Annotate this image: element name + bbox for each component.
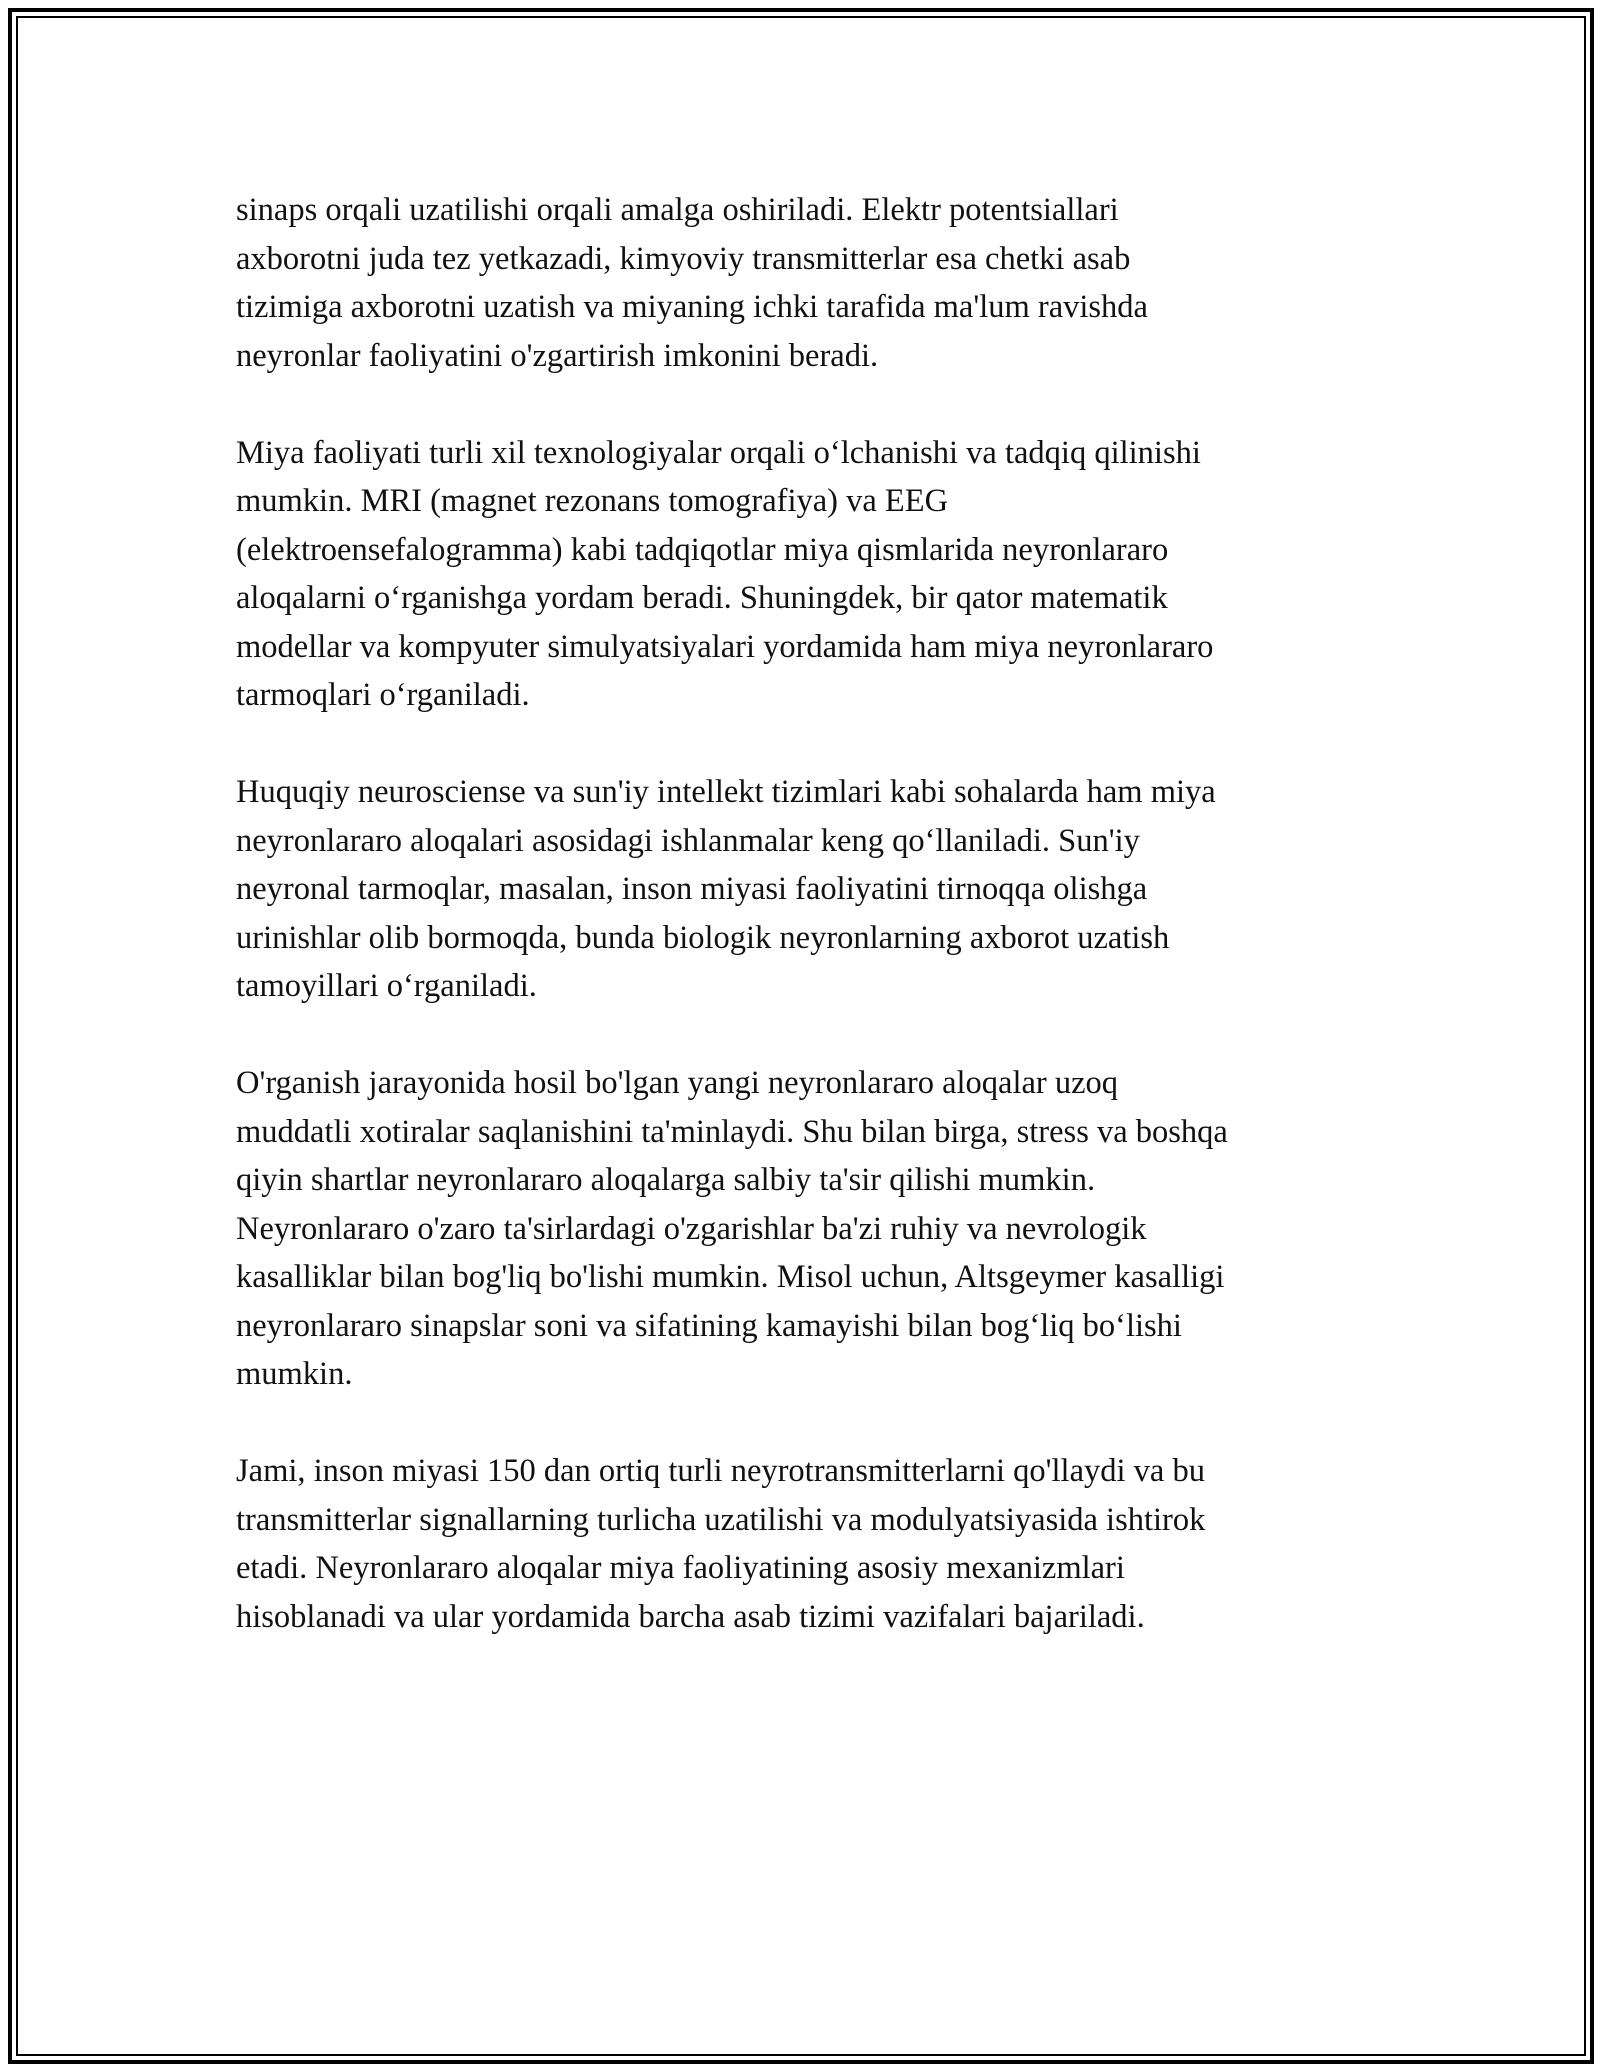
text-line: O'rganish jarayonida hosil bo'lgan yangi neyronlararo aloqalar uzoq: [236, 1065, 1119, 1101]
text-line: tarmoqlari o‘rganiladi.: [236, 677, 530, 713]
text-line: Neyronlararo o'zaro ta'sirlardagi o'zgarishlar ba'zi ruhiy va nevrologik: [236, 1210, 1147, 1247]
text-line: sinaps orqali uzatilishi orqali amalga oshiriladi. Elektr potentsiallari: [236, 192, 1119, 228]
document-body: [236, 186, 1386, 1641]
text-line: mumkin.: [236, 1356, 353, 1392]
text-line: Huquqiy neurosciense va sun'iy intellekt tizimlari kabi sohalarda ham miya: [236, 774, 1216, 810]
paragraph-2: [236, 429, 1386, 720]
text-line: urinishlar olib bormoqda, bunda biologik neyronlarning axborot uzatish: [236, 919, 1170, 956]
text-line: hisoblanadi va ular yordamida barcha asab tizimi vazifalari bajariladi.: [236, 1598, 1145, 1635]
paragraph-3: [236, 768, 1386, 1011]
text-line: kasalliklar bilan bog'liq bo'lishi mumkin. Misol uchun, Altsgeymer kasalligi: [236, 1259, 1225, 1295]
text-line: neyronal tarmoqlar, masalan, inson miyasi faoliyatini tirnoqqa olishga: [236, 871, 1148, 907]
text-line: (elektroensefalogramma) kabi tadqiqotlar miya qismlarida neyronlararo: [236, 531, 1169, 568]
text-line: Miya faoliyati turli xil texnologiyalar orqali o‘lchanishi va tadqiq qilinishi: [236, 434, 1201, 471]
paragraph-5: [236, 1447, 1386, 1641]
text-line: Jami, inson miyasi 150 dan ortiq turli neyrotransmitterlarni qo'llaydi va bu: [236, 1453, 1205, 1489]
text-line: mumkin. MRI (magnet rezonans tomografiya) va EEG: [236, 483, 949, 519]
text-line: axborotni juda tez yetkazadi, kimyoviy transmitterlar esa chetki asab: [236, 240, 1131, 277]
text-line: tamoyillari o‘rganiladi.: [236, 968, 537, 1004]
paragraph-1: [236, 186, 1386, 380]
text-line: transmitterlar signallarning turlicha uzatilishi va modulyatsiyasida ishtirok: [236, 1501, 1206, 1538]
text-line: neyronlararo aloqalari asosidagi ishlanmalar keng qo‘llaniladi. Sun'iy: [236, 822, 1140, 859]
text-line: tizimiga axborotni uzatish va miyaning ichki tarafida ma'lum ravishda: [236, 289, 1148, 325]
text-line: muddatli xotiralar saqlanishini ta'minlaydi. Shu bilan birga, stress va boshqa: [236, 1113, 1228, 1150]
text-line: modellar va kompyuter simulyatsiyalari yordamida ham miya neyronlararo: [236, 628, 1214, 665]
text-line: qiyin shartlar neyronlararo aloqalarga salbiy ta'sir qilishi mumkin.: [236, 1162, 1096, 1198]
text-line: etadi. Neyronlararo aloqalar miya faoliyatining asosiy mexanizmlari: [236, 1550, 1125, 1586]
text-line: aloqalarni o‘rganishga yordam beradi. Shuningdek, bir qator matematik: [236, 580, 1168, 616]
paragraph-4: [236, 1059, 1386, 1399]
text-line: neyronlararo sinapslar soni va sifatining kamayishi bilan bog‘liq bo‘lishi: [236, 1307, 1182, 1344]
text-line: neyronlar faoliyatini o'zgartirish imkonini beradi.: [236, 337, 879, 374]
